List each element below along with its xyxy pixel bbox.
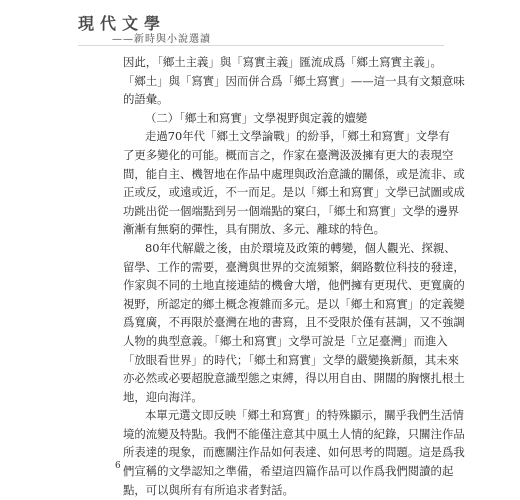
text-line: 們宣稱的文學認知之準備，希望這四篇作品可以作爲我們閱讀的起 xyxy=(123,464,454,479)
body-text xyxy=(123,53,465,499)
text-line: 「放眼看世界」的時代；「鄉土和寫實」文學的嚴變換新顏，其未來 xyxy=(123,352,460,367)
text-line: 點，可以與所有有所追求者對話。 xyxy=(123,482,294,497)
text-line: 境的流變及特點。我們不能僅注意其中風土人情的紀錄，只關注作品 xyxy=(123,426,465,441)
section-heading: （二）「鄉土和寫實」文學視野與定義的嬗變 xyxy=(145,110,368,125)
text-line: 亦必然或必要超脫意識型態之束縛，得以用自由、開闊的胸懷扎根土 xyxy=(123,371,465,386)
text-line: 「鄉土」與「寫實」因而併合爲「鄉土寫實」——這一具有文類意味 xyxy=(123,73,465,88)
text-line: 所表達的現象，而應關注作品如何表達、如何思考的問題。這是爲我 xyxy=(123,445,465,460)
text-line: 間，能自主、機智地在作品中處理與政治意識的關係，或是流非、或 xyxy=(123,166,465,181)
text-line: 留學、工作的需要，臺灣與世界的交流頻繁，網路數位科技的發達， xyxy=(123,259,465,274)
text-line: 本單元選文即反映「鄉土和寫實」的特殊顯示，關乎我們生活情 xyxy=(145,408,464,423)
journal-subtitle: ——新時與小說選讀 xyxy=(112,34,211,45)
text-line: 視野，所認定的鄉土概念複雜而多元。是以「鄉土和寫實」的定義變 xyxy=(123,296,465,311)
text-line: 80年代解嚴之後，由於環境及政策的轉變，個人觀光、探親、 xyxy=(145,240,456,255)
text-line: 爲寬廣，不再限於臺灣在地的書寫，且不受限於僅有甚調，又不強調 xyxy=(123,315,465,330)
text-line: 的語彙。 xyxy=(123,92,169,107)
text-line: 作家與不同的土地直接連結的機會大增，他們擁有更現代、更寬廣的 xyxy=(123,278,465,293)
text-line: 功跳出從一個端點到另一個端點的窠臼，「鄉土和寫實」文學的邊界 xyxy=(123,203,460,218)
text-line: 正或反，或遠或近，不一而足。是以「鄉土和寫實」文學已試圖或成 xyxy=(123,185,465,200)
text-line: 了更多變化的可能。概而言之，作家在臺灣汲汲擁有更大的表現空 xyxy=(123,147,454,162)
text-line: 因此，「鄉土主義」與「寫實主義」匯流成爲「鄉土寫實主義」。 xyxy=(123,55,442,69)
page-number: 6 xyxy=(115,461,121,471)
text-line: 地，迎向海洋。 xyxy=(123,389,203,404)
journal-title: 現代文學 xyxy=(78,14,167,33)
header-divider xyxy=(78,45,444,46)
text-line: 漸漸有無窮的彈性，具有開放、多元、離球的特色。 xyxy=(123,222,385,237)
text-line: 走過70年代「鄉土文學論戰」的紛爭，「鄉土和寫實」文學有 xyxy=(145,129,450,144)
text-line: 人物的典型意義。「鄉土和寫實」文學可說是「立足臺灣」而進入 xyxy=(123,333,448,348)
